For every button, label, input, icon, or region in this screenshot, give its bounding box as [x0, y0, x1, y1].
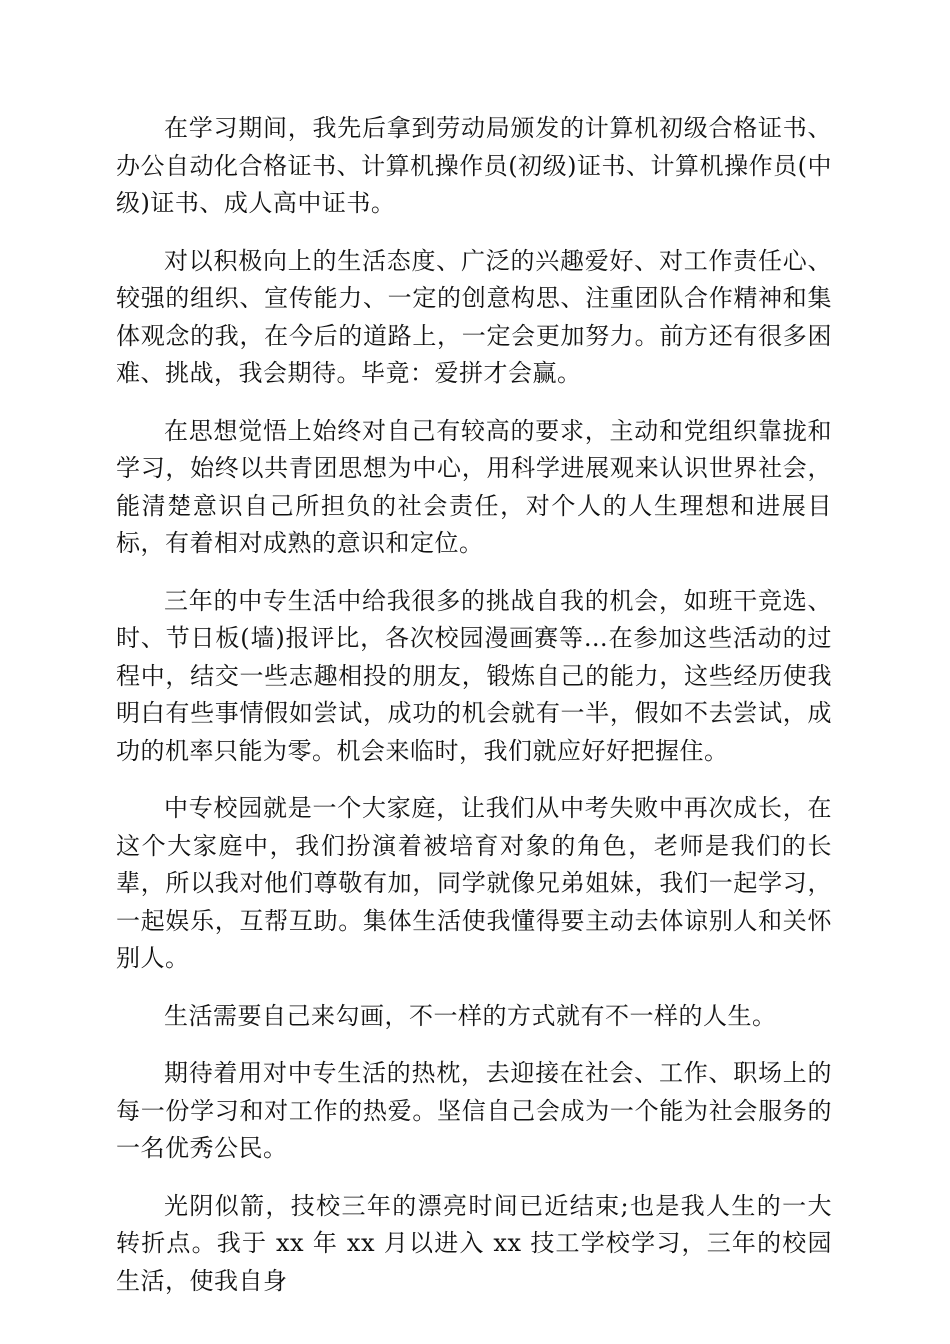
- paragraph-expectation: 期待着用对中专生活的热枕，去迎接在社会、工作、职场上的每一份学习和对工作的热爱。坚信自己会成为一个能为社会服务的一名优秀公民。: [116, 1059, 832, 1162]
- paragraph-attitude: 对以积极向上的生活态度、广泛的兴趣爱好、对工作责任心、较强的组织、宣传能力、一定的创意构思、注重团队合作精神和集体观念的我，在今后的道路上，一定会更加努力。前方还有很多困难、挑战，我会期待。毕竟：爱拼才会赢。: [116, 246, 832, 387]
- paragraph-life-motto: 生活需要自己来勾画，不一样的方式就有不一样的人生。: [164, 1001, 777, 1030]
- paragraph-challenges: 三年的中专生活中给我很多的挑战自我的机会，如班干竞选、时、节日板(墙)报评比，各次校园漫画赛等…在参加这些活动的过程中，结交一些志趣相投的朋友，锻炼自己的能力，这些经历使我明白有些事情假如尝试，成功的机会就有一半，假如不去尝试，成功的机率只能为零。机会来临时，我们就应好好把握住。: [116, 586, 832, 765]
- paragraph-certificates: 在学习期间，我先后拿到劳动局颁发的计算机初级合格证书、办公自动化合格证书、计算机操作员(初级)证书、计算机操作员(中级)证书、成人高中证书。: [116, 114, 832, 217]
- document-body: [116, 110, 832, 1320]
- paragraph-time-flies: 光阴似箭，技校三年的漂亮时间已近结束;也是我人生的一大转折点。我于 xx 年 xx 月以进入 xx 技工学校学习，三年的校园生活，使我自身: [116, 1191, 832, 1295]
- paragraph-ideology: 在思想觉悟上始终对自己有较高的要求，主动和党组织靠拢和学习，始终以共青团思想为中心，用科学进展观来认识世界社会，能清楚意识自己所担负的社会责任，对个人的人生理想和进展目标，有着相对成熟的意识和定位。: [116, 416, 832, 557]
- paragraph-campus-family: 中专校园就是一个大家庭，让我们从中考失败中再次成长，在这个大家庭中，我们扮演着被培育对象的角色，老师是我们的长辈，所以我对他们尊敬有加，同学就像兄弟姐妹，我们一起学习，一起娱乐，互帮互助。集体生活使我懂得要主动去体谅别人和关怀别人。: [116, 794, 832, 972]
